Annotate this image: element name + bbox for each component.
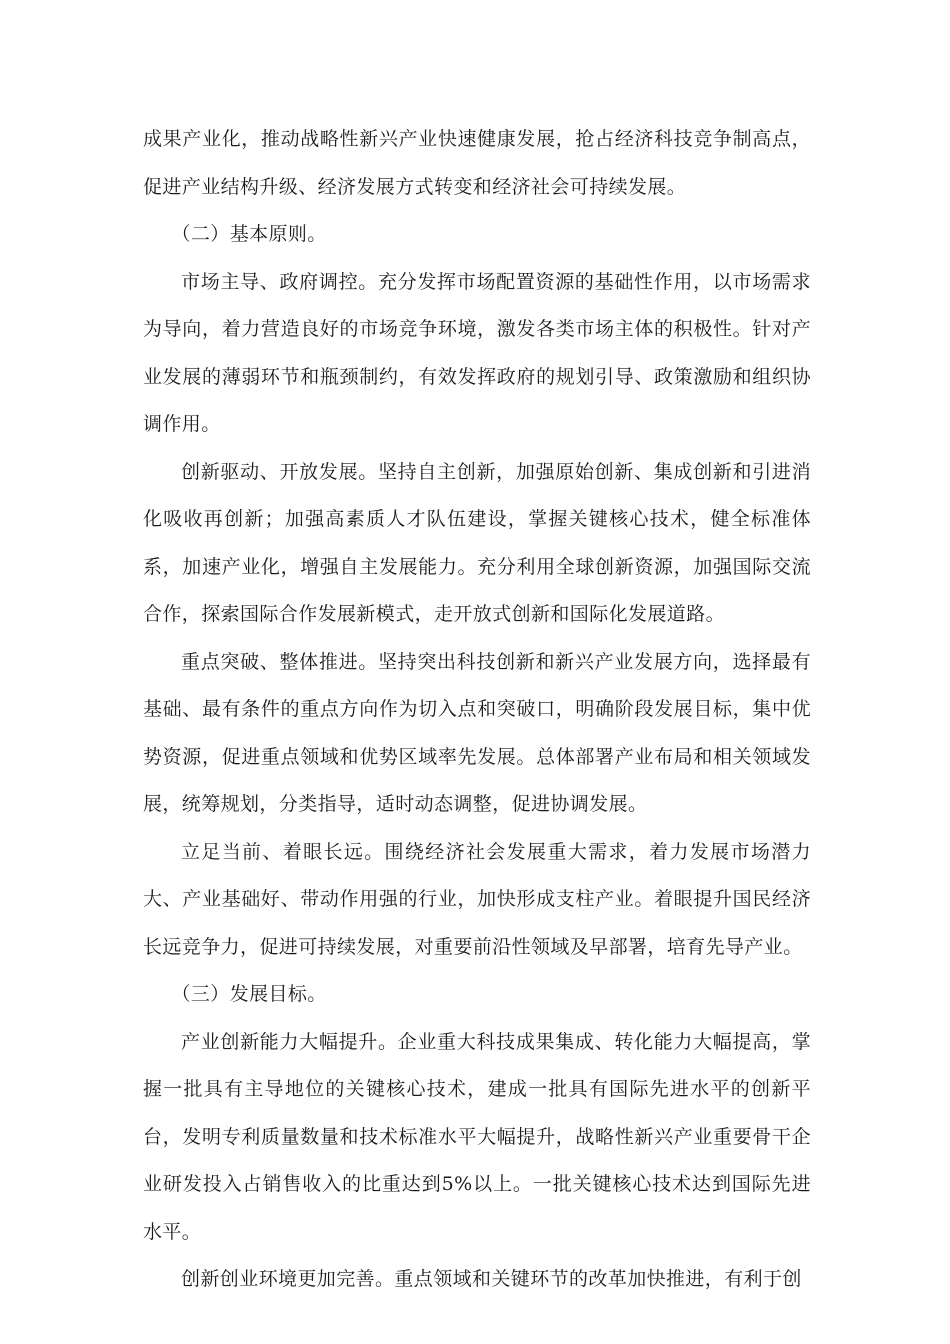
paragraph-innovation-driven: 创新驱动、开放发展。坚持自主创新，加强原始创新、集成创新和引进消化吸收再创新；加强高素质人才队伍建设，掌握关键核心技术，健全标准体系，加速产业化，增强自主发展能力。充分利用全球创新资源，加强国际交流合作，探索国际合作发展新模式，走开放式创新和国际化发展道路。 xyxy=(143,460,811,625)
paragraph-continuation: 成果产业化，推动战略性新兴产业快速健康发展，抢占经济科技竞争制高点，促进产业结构升级、经济发展方式转变和经济社会可持续发展。 xyxy=(143,128,811,198)
paragraph-current-and-long-term: 立足当前、着眼长远。围绕经济社会发展重大需求，着力发展市场潜力大、产业基础好、带动作用强的行业，加快形成支柱产业。着眼提升国民经济长远竞争力，促进可持续发展，对重要前沿性领域及早部署，培育先导产业。 xyxy=(143,840,811,958)
document-body xyxy=(143,116,811,1304)
paragraph-market-led: 市场主导、政府调控。充分发挥市场配置资源的基础性作用，以市场需求为导向，着力营造良好的市场竞争环境，激发各类市场主体的积极性。针对产业发展的薄弱环节和瓶颈制约，有效发挥政府的规划引导、政策激励和组织协调作用。 xyxy=(143,270,811,435)
paragraph-innovation-environment: 创新创业环境更加完善。重点领域和关键环节的改革加快推进，有利于创 xyxy=(181,1268,802,1290)
paragraph-innovation-capacity: 产业创新能力大幅提升。企业重大科技成果集成、转化能力大幅提高，掌握一批具有主导地位的关键核心技术，建成一批具有国际先进水平的创新平台，发明专利质量数量和技术标准水平大幅提升，战略性新兴产业重要骨干企业研发投入占销售收入的比重达到5%以上。一批关键核心技术达到国际先进水平。 xyxy=(143,1030,811,1243)
section-heading-development-goals: （三）发展目标。 xyxy=(171,983,327,1005)
section-heading-basic-principles: （二）基本原则。 xyxy=(171,223,327,245)
paragraph-key-breakthrough: 重点突破、整体推进。坚持突出科技创新和新兴产业发展方向，选择最有基础、最有条件的重点方向作为切入点和突破口，明确阶段发展目标，集中优势资源，促进重点领域和优势区域率先发展。总体部署产业布局和相关领域发展，统筹规划，分类指导，适时动态调整，促进协调发展。 xyxy=(143,650,811,815)
